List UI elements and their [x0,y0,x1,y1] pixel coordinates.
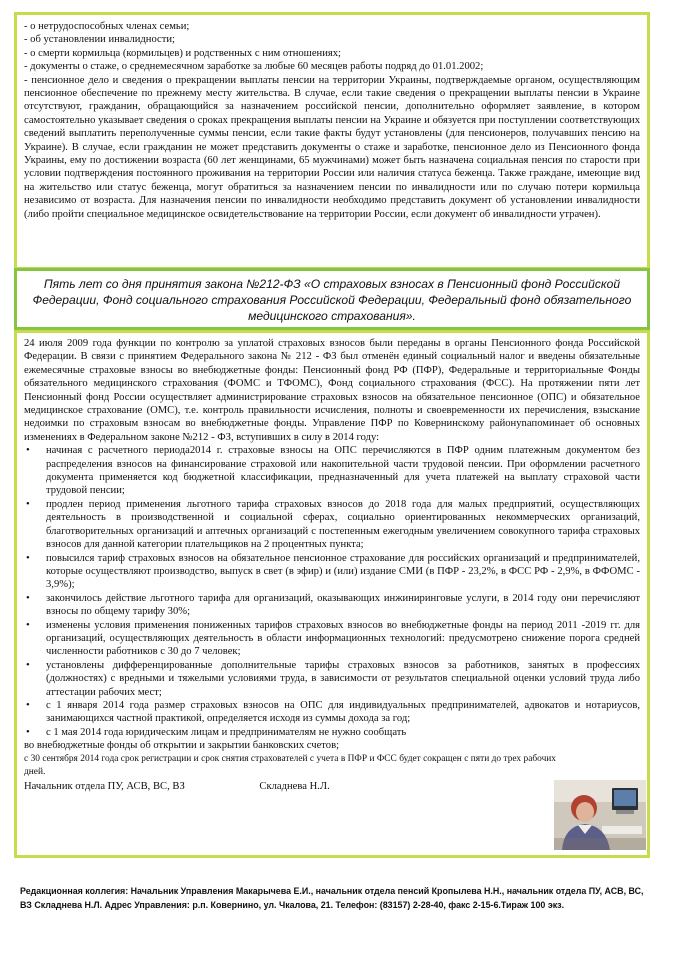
list-continuation: во внебюджетные фонды об открытии и закрытии банковских счетов; [24,740,340,752]
small-note: с 30 сентября 2014 года срок регистрации и срок снятия страхователей с учета в ПФР и ФСС будет сокращен с пяти до трех рабочих дней. [24,753,556,777]
top-text-box [14,12,650,270]
woman-at-computer-photo [554,780,646,850]
doc-line: - о нетрудоспособных членах семьи; [24,21,190,32]
doc-paragraph: - пенсионное дело и сведения о прекращении выплаты пенсии на территории Украины, подтверждаемые органом, осуществляющим пенсионное обеспечение по прежнему месту жительства. В случае, если такие сведения о прекращении выплаты пенсии в Украине отсутствуют, гражданин, обращающийся за назначением российской пенсии, дополнительно оформляет заявление, в котором самостоятельно указывает сведения о сроках прекращения выплаты пенсии на Украине и обязуется при поступлении соответствующих сведений выплатить переполученные суммы пенсии, если такие факты будут установлены (для пенсионеров, получавших пенсию на Украине). В случае, если гражданин не может представить документы о стаже и заработке, пенсионное дело из Пенсионного фонда Украины, ему по достижении возраста (60 лет женщинами, 65 мужчинами) может быть назначена социальная пенсия по старости при условии подтверждения постоянного проживания на территории России или наличия статуса беженца. Также граждане, имеющие вид на жительство или статус беженца, могут обратиться за назначением пенсии по инвалидности или по случаю потери кормильца независимо от возраста. Для назначения пенсии по инвалидности необходимо представить документ об установлении инвалидности (либо пройти специальное медицинское освидетельствование на территории России, если документ об инвалидности утрачен). [24,74,640,220]
list-item [24,619,640,659]
doc-line: - об установлении инвалидности; [24,34,175,46]
list-item-text: закончилось действие льготного тарифа для организаций, оказывающих инжиниринговые услуги, в 2014 году они перечисляют взносы по общему тарифу 30%; [46,592,640,618]
list-item [24,592,640,619]
list-item-text: продлен период применения льготного тарифа страховых взносов до 2018 года для малых предприятий, осуществляющих деятельность в производственной и социальной сферах, социально ориентированных некоммерческих организаций, благотворительных организаций и аптечных организаций с постепенным ежегодным увеличением совокупного тарифа страховых взносов для данной категории плательщиков на 2 процентных пункта; [46,498,640,551]
photo-illustration [554,780,646,850]
list-item [24,726,554,739]
article-title: Пять лет со дня принятия закона №212-ФЗ «О страховых взносах в Пенсионный фонд Российской Федерации, Фонд социального страхования Российской Федерации, Федеральный фонд обязательного медицинского страхования». [32,277,632,324]
list-item-text: изменены условия применения пониженных тарифов страховых взносов во внебюджетные фонды на период 2011 -2019 гг. для организаций, осуществляющих деятельность в области информационных технологий: предусмотрено снижение порога средней численности работников с 30 до 7 человек; [46,619,640,658]
article-body-box [14,330,650,858]
list-item [24,659,640,699]
list-item-text: с 1 января 2014 года размер страховых взносов на ОПС для индивидуальных предпринимателей, адвокатов и нотариусов, занимающихся частной практикой, определяется исходя из суммы дохода за год; [46,699,640,725]
list-item [24,699,640,726]
bullet-icon: • [26,619,30,631]
bullet-icon: • [26,498,30,510]
doc-line: - о смерти кормильца (кормильцев) и родственных с ним отношениях; [24,47,341,59]
list-item-text: с 1 мая 2014 года юридическим лицам и предпринимателям не нужно сообщать [46,726,407,738]
list-item-text: установлены дифференцированные дополнительные тарифы страховых взносов за работников, занятых в профессиях (должностях) с вредными и тяжелыми условиями труда, в зависимости от результатов специальной оценки условий труда либо аттестации рабочих мест; [46,659,640,698]
bullet-icon: • [26,552,30,564]
signature-position: Начальник отдела ПУ, АСВ, ВС, ВЗ [24,780,185,792]
signature-name: Складнева Н.Л. [259,780,330,792]
editorial-footer: Редакционная коллегия: Начальник Управления Макарычева Е.И., начальник отдела пенсий Кропылева Н.Н., начальник отдела ПУ, АСВ, ВС, ВЗ Складнева Н.Л. Адрес Управления: р.п. Ковернино, ул. Чкалова, 21. Телефон: (83157) 2-28-40, факс 2-15-6.Тираж 100 экз. [20,886,644,910]
bullet-icon: • [26,699,30,711]
bullet-icon: • [26,592,30,604]
list-item [24,498,640,552]
bullet-icon: • [26,445,30,457]
list-item-text: начиная с расчетного периода2014 г. страховые взносы на ОПС перечисляются в ПФР одним платежным документом без распределения взносов на финансирование страховой или накопительной части трудовой пенсии. При оформлении расчетного документа применяется код бюджетной классификации, предназначенный для учета платежей на выплату страховой части трудовой пенсии; [46,445,640,497]
doc-line: - документы о стаже, о среднемесячном заработке за любые 60 месяцев работы подряд до 01.01.2002; [24,61,484,73]
list-item-text: повысился тариф страховых взносов на обязательное пенсионное страхование для российских организаций и предпринимателей, которые осуществляют производство, выпуск в свет (в эфир) и (или) издание СМИ (в ПФР - 23,2%, в ФСС РФ - 2,9%, в ФФОМС - 3,9%); [46,552,640,591]
article-title-box [14,268,650,330]
bullet-icon: • [26,659,30,671]
article-intro: 24 июля 2009 года функции по контролю за уплатой страховых взносов были переданы в органы Пенсионного фонда Российской Федерации. В связи с принятием Федерального закона № 212 - ФЗ был отменён единый социальный налог и введены обязательные ежемесячные страховые взносы во внебюджетные фонды: Пенсионный фонд РФ (ПФР), Федеральные и территориальные Фонды обязательного медицинского страхования (ФОМС и ТФОМС), Фонд социального страхования (ФСС). На протяжении пяти лет Пенсионный фонд России осуществляет администрирование страховых взносов на обязательное пенсионное (ОПС) и обязательное медицинское страхование (ОМС), т.е. контроль правильности исчисления, полноты и своевременности их перечисления, взыскание недоимки по страховым взносам во внебюджетные фонды. Управление ПФР по Ковернинскому районуnaпоминает об основных изменениях в Федеральном законе №212 - ФЗ, вступивших в силу в 2014 году: [24,338,640,443]
signature-line [24,780,640,793]
list-item [24,444,640,498]
bullet-icon: • [26,726,30,738]
list-item [24,552,640,592]
